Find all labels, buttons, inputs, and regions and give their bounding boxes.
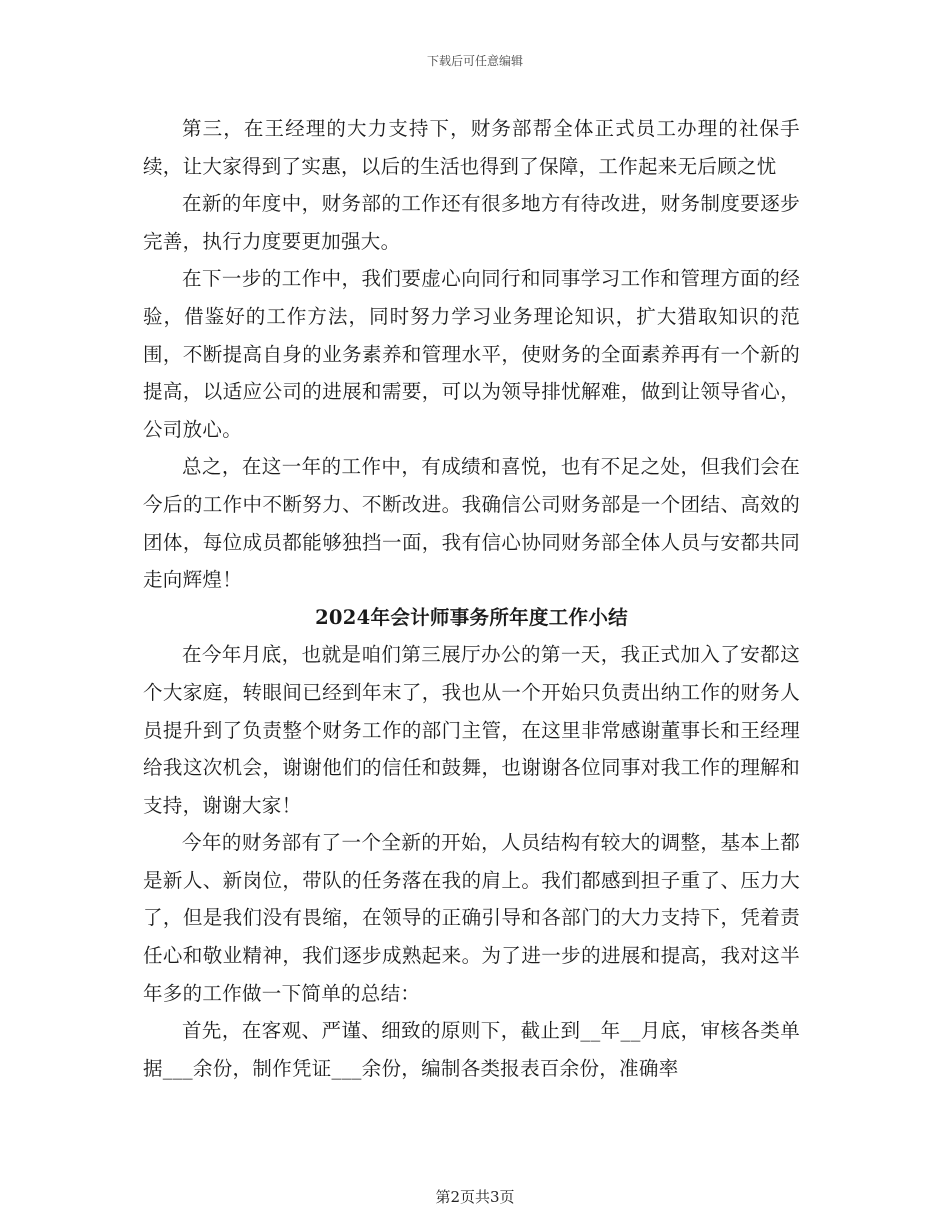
paragraph-new-start: 今年的财务部有了一个全新的开始，人员结构有较大的调整，基本上都是新人、新岗位，带队的任务落在我的肩上。我们都感到担子重了、压力大了，但是我们没有畏缩，在领导的正确引导和各部门的大力支持下，凭着责任心和敬业精神，我们逐步成熟起来。为了进一步的进展和提高，我对这半年多的工作做一下简单的总结： — [143, 831, 800, 1005]
paragraph-conclusion: 总之，在这一年的工作中，有成绩和喜悦，也有不足之处，但我们会在今后的工作中不断努力、不断改进。我确信公司财务部是一个团结、高效的团体，每位成员都能够独挡一面，我有信心协同财务部全体人员与安都共同走向辉煌！ — [143, 455, 800, 592]
document-body — [143, 110, 800, 1087]
page-number-footer: 第2页共3页 — [435, 1188, 515, 1206]
page-header-note: 下载后可任意编辑 — [426, 54, 523, 68]
paragraph-intro: 在今年月底，也就是咱们第三展厅办公的第一天，我正式加入了安都这个大家庭，转眼间已经到年末了，我也从一个开始只负责出纳工作的财务人员提升到了负责整个财务工作的部门主管，在这里非常感谢董事长和王经理给我这次机会，谢谢他们的信任和鼓舞，也谢谢各位同事对我工作的理解和支持，谢谢大家！ — [143, 643, 800, 817]
paragraph-first-point: 首先，在客观、严谨、细致的原则下，截止到__年__月底，审核各类单据___余份，制作凭证___余份，编制各类报表百余份，准确率 — [143, 1019, 800, 1080]
paragraph-new-year: 在新的年度中，财务部的工作还有很多地方有待改进，财务制度要逐步完善，执行力度要更加强大。 — [143, 192, 800, 253]
section-title: 2024年会计师事务所年度工作小结 — [315, 605, 628, 629]
paragraph-third-point: 第三，在王经理的大力支持下，财务部帮全体正式员工办理的社保手续，让大家得到了实惠，以后的生活也得到了保障，工作起来无后顾之忧 — [143, 117, 800, 178]
paragraph-next-step: 在下一步的工作中，我们要虚心向同行和同事学习工作和管理方面的经验，借鉴好的工作方法，同时努力学习业务理论知识，扩大猎取知识的范围，不断提高自身的业务素养和管理水平，使财务的全面素养再有一个新的提高，以适应公司的进展和需要，可以为领导排忧解难，做到让领导省心，公司放心。 — [143, 267, 800, 441]
